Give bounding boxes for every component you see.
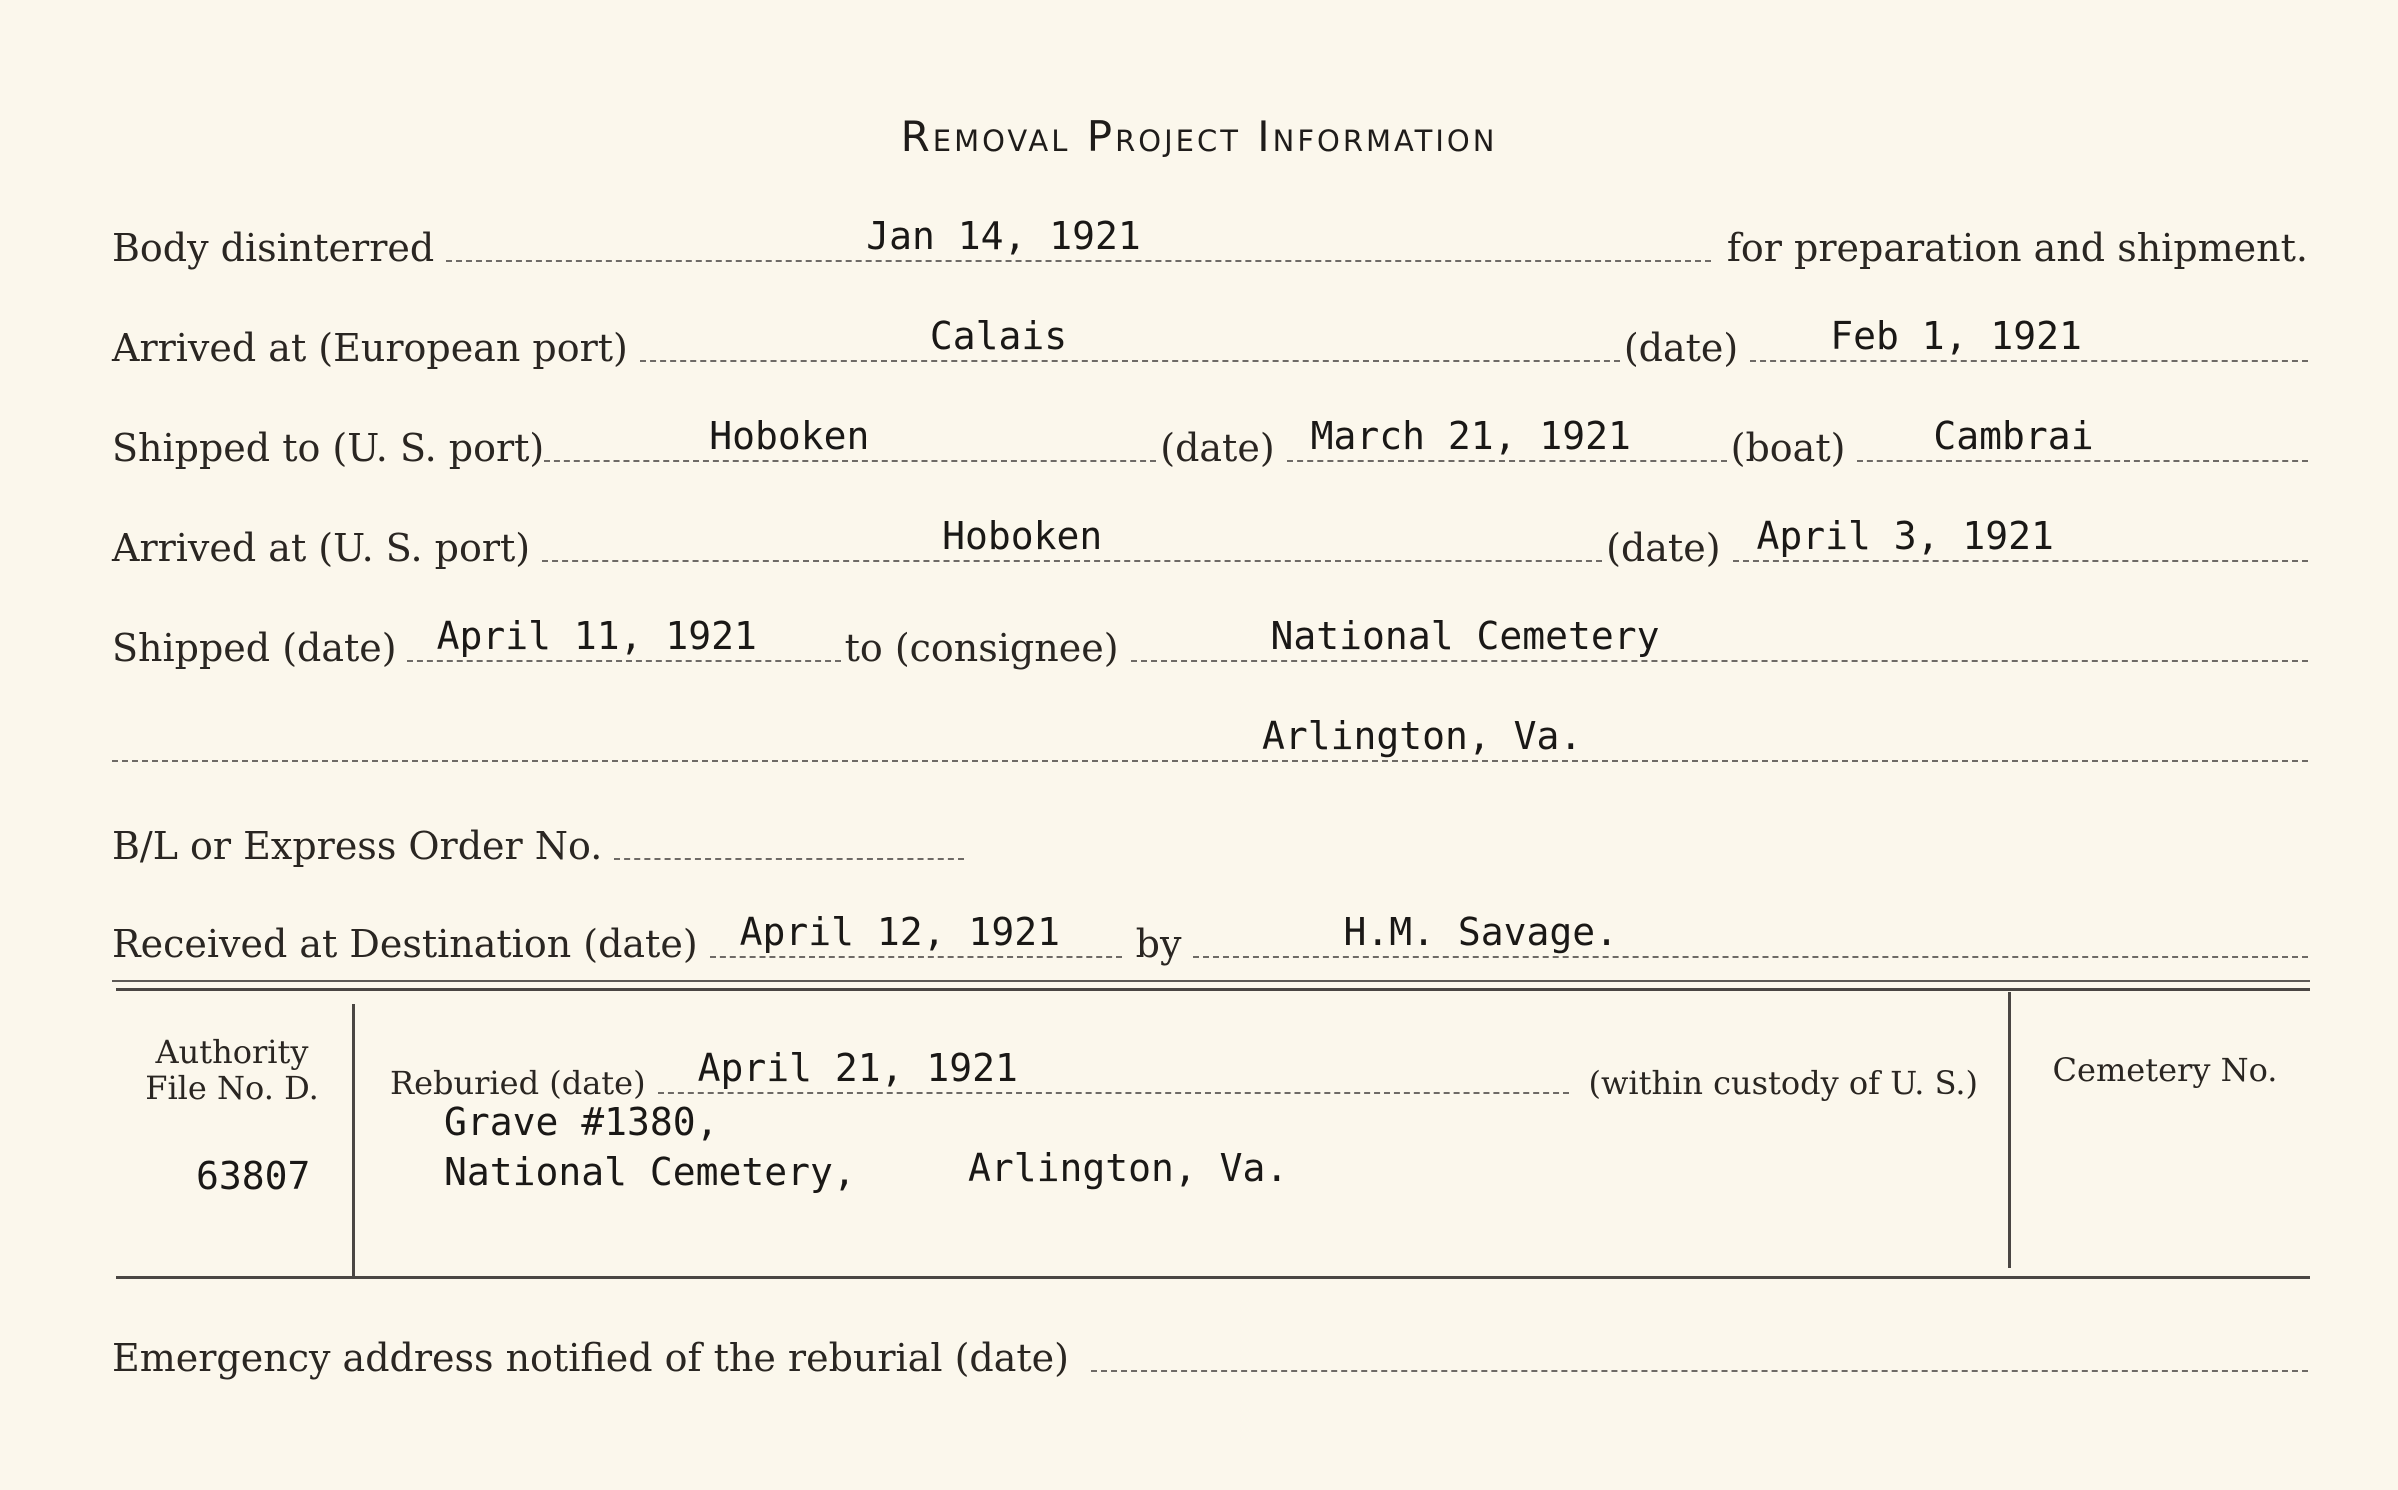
consignee-field[interactable] [1131, 606, 2308, 662]
row-reburied [390, 1042, 1990, 1102]
boat-field[interactable] [1857, 406, 2308, 462]
authority-label-line1: Authority [155, 1033, 309, 1071]
row-body-disinterred [112, 210, 2308, 270]
european-port-field[interactable] [640, 306, 1620, 362]
reburied-date-value: April 21, 1921 [697, 1046, 1018, 1090]
shipped-date-value: March 21, 1921 [1310, 414, 1631, 458]
consignee-label: to (consignee) [844, 626, 1119, 670]
boat-label: (boat) [1730, 426, 1846, 470]
divider-cemetery [2008, 992, 2011, 1268]
reburial-location: Arlington, Va. [968, 1146, 1289, 1190]
consignee-line1: National Cemetery [1270, 614, 1660, 658]
shipped-date-label: (date) [1160, 426, 1275, 470]
shipped-date-field[interactable] [1287, 406, 1727, 462]
received-label: Received at Destination (date) [112, 922, 698, 966]
emergency-label: Emergency address notified of the reburial (date) [112, 1336, 1069, 1380]
card-title: Removal Project Information [900, 112, 1498, 161]
us-port-value: Hoboken [709, 414, 870, 458]
row-shipped-us [112, 410, 2308, 470]
arrived-us-port-field[interactable] [542, 506, 1602, 562]
european-port-value: Calais [929, 314, 1068, 358]
european-date-value: Feb 1, 1921 [1830, 314, 2082, 358]
shipped-date-value-2: April 11, 1921 [436, 614, 757, 658]
row-arrived-us [112, 510, 2308, 570]
arrived-us-port-value: Hoboken [942, 514, 1103, 558]
row-emergency [112, 1320, 2308, 1380]
authority-file-no-value: 63807 [196, 1154, 311, 1198]
double-rule-top [112, 980, 2310, 982]
european-date-label: (date) [1623, 326, 1739, 370]
received-date-field[interactable] [710, 902, 1122, 958]
boat-value: Cambrai [1933, 414, 2094, 458]
preparation-suffix: for preparation and shipment. [1726, 226, 2308, 270]
emergency-date-field[interactable] [1091, 1316, 2308, 1372]
body-disinterred-value: Jan 14, 1921 [866, 214, 1141, 258]
arrived-us-label: Arrived at (U. S. port) [112, 526, 531, 570]
arrived-european-label: Arrived at (European port) [112, 326, 628, 370]
row-arrived-european [112, 310, 2308, 370]
body-disinterred-label: Body disinterred [112, 226, 435, 270]
consignee-line2-field[interactable] [112, 706, 2308, 762]
body-disinterred-field[interactable] [446, 206, 1711, 262]
received-by-field[interactable] [1193, 902, 2308, 958]
row-bl-order [112, 808, 2308, 868]
received-date-value: April 12, 1921 [739, 910, 1060, 954]
received-by-label: by [1135, 922, 1182, 966]
shipped-us-label: Shipped to (U. S. port) [112, 426, 545, 470]
european-date-field[interactable] [1750, 306, 2308, 362]
arrived-us-date-value: April 3, 1921 [1756, 514, 2054, 558]
reburied-label: Reburied (date) [390, 1064, 646, 1102]
row-consignee-line2 [112, 710, 2308, 770]
received-by-value: H.M. Savage. [1343, 910, 1618, 954]
custody-label: (within custody of U. S.) [1588, 1064, 1978, 1102]
row-shipped-consignee [112, 610, 2308, 670]
grave-number: Grave #1380, [444, 1100, 719, 1144]
arrived-us-date-field[interactable] [1733, 506, 2308, 562]
reburial-cemetery: National Cemetery, [444, 1150, 856, 1194]
shipped-date-field-2[interactable] [407, 606, 841, 662]
shipped-date-label-2: Shipped (date) [112, 626, 397, 670]
us-port-field[interactable] [544, 406, 1156, 462]
reburied-date-field[interactable] [658, 1038, 1569, 1094]
bl-order-label: B/L or Express Order No. [112, 824, 603, 868]
box-bottom-rule [116, 1276, 2310, 1279]
divider-authority [352, 1004, 355, 1276]
authority-label [112, 1034, 352, 1106]
arrived-us-date-label: (date) [1606, 526, 1721, 570]
consignee-line2: Arlington, Va. [1262, 714, 1583, 758]
bl-order-field[interactable] [614, 804, 964, 860]
authority-label-line2: File No. D. [145, 1069, 319, 1107]
row-received [112, 906, 2308, 966]
cemetery-no-label: Cemetery No. [2052, 1051, 2278, 1089]
double-rule-bottom [116, 988, 2310, 991]
